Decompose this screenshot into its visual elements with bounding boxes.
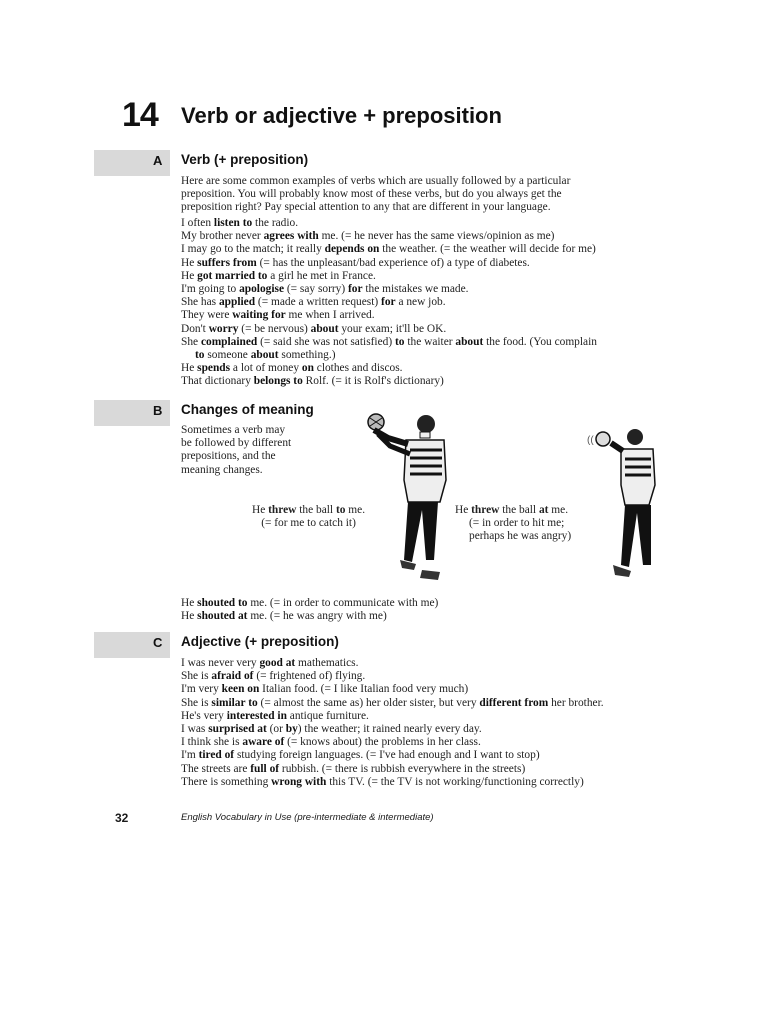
- key-phrase: worry: [208, 322, 239, 335]
- section-c-examples: [181, 657, 681, 789]
- text-run: (= frightened of) flying.: [253, 670, 366, 683]
- key-phrase: at: [538, 504, 549, 516]
- text-run: antique furniture.: [286, 709, 369, 722]
- text-run: your exam; it'll be OK.: [338, 322, 447, 335]
- key-phrase: apologise: [239, 283, 284, 296]
- text-run: The streets are: [181, 762, 251, 775]
- key-phrase: to: [335, 504, 346, 516]
- key-phrase: to: [394, 335, 405, 348]
- book-title: English Vocabulary in Use (pre-intermediate & intermediate): [181, 812, 434, 823]
- text-line: [455, 530, 571, 543]
- text-run: (= for me to catch it): [261, 517, 356, 530]
- section-c-heading: Adjective (+ preposition): [181, 634, 339, 649]
- text-run: someone: [204, 349, 251, 362]
- text-run: the radio.: [252, 217, 299, 229]
- key-phrase: for: [381, 296, 396, 309]
- text-line: preposition. You will probably know most of these verbs, but do you always get the: [181, 188, 562, 201]
- text-run: the mistakes we made.: [362, 283, 469, 296]
- text-run: the weather. (= the weather will decide for me): [379, 243, 596, 256]
- key-phrase: shouted at: [197, 610, 248, 623]
- text-line: [455, 517, 571, 530]
- section-a-intro: [181, 175, 661, 215]
- text-run: He: [181, 597, 198, 609]
- key-phrase: spends: [197, 362, 231, 375]
- text-line: [181, 657, 681, 670]
- key-phrase: threw: [268, 504, 297, 516]
- key-phrase: suffers from: [197, 256, 257, 269]
- text-run: her brother.: [548, 696, 604, 709]
- key-phrase: afraid of: [211, 670, 254, 683]
- key-phrase: agrees with: [263, 230, 319, 243]
- text-run: the ball: [296, 504, 336, 516]
- text-run: (= knows about) the problems in her class.: [284, 736, 481, 749]
- key-phrase: good at: [259, 657, 296, 669]
- key-phrase: about: [310, 322, 339, 335]
- text-line: Here are some common examples of verbs which are usually followed by a particular: [181, 175, 571, 187]
- text-run: (or: [266, 723, 286, 736]
- section-b-letter: B: [153, 403, 163, 418]
- text-line: [181, 597, 661, 610]
- text-run: perhaps he was angry): [469, 530, 572, 543]
- text-line: [181, 296, 661, 309]
- text-line: [181, 763, 681, 776]
- key-phrase: wrong with: [271, 775, 327, 788]
- key-phrase: listen to: [213, 217, 253, 229]
- text-line: [181, 749, 681, 762]
- text-line: [181, 257, 661, 270]
- text-line: [181, 697, 681, 710]
- key-phrase: full of: [250, 762, 280, 775]
- section-b-examples: [181, 597, 661, 623]
- text-line: [181, 309, 661, 322]
- section-a-heading: Verb (+ preposition): [181, 152, 309, 167]
- section-b-heading: Changes of meaning: [181, 402, 314, 417]
- key-phrase: keen on: [221, 683, 260, 696]
- key-phrase: got married to: [197, 269, 268, 282]
- text-line: [181, 375, 661, 388]
- text-run: me. (= in order to communicate with me): [247, 597, 439, 609]
- text-run: That dictionary: [181, 375, 254, 388]
- text-line: [181, 230, 661, 243]
- key-phrase: similar to: [211, 696, 258, 709]
- text-run: (= almost the same as) her older sister, but very: [257, 696, 480, 709]
- text-run: He: [455, 504, 472, 516]
- caption-threw-to: [252, 504, 365, 530]
- text-line: preposition right? Pay special attention to any that are different in your language.: [181, 201, 551, 214]
- key-phrase: applied: [218, 296, 256, 309]
- section-c-letter: C: [153, 635, 163, 650]
- text-line: [181, 323, 661, 336]
- text-run: He's very: [181, 709, 227, 722]
- boy-catching-illustration: [360, 410, 455, 590]
- text-line: [181, 217, 661, 230]
- key-phrase: waiting for: [232, 309, 286, 322]
- text-line: prepositions, and the: [181, 450, 276, 463]
- text-run: I think she is: [181, 736, 243, 749]
- text-line: [181, 362, 661, 375]
- text-line: [181, 670, 681, 683]
- text-run: He: [181, 256, 198, 269]
- text-line: [181, 243, 661, 256]
- key-phrase: on: [301, 362, 314, 375]
- unit-title: Verb or adjective + preposition: [181, 103, 502, 128]
- text-run: Italian food. (= I like Italian food very much): [259, 683, 469, 696]
- text-line: [181, 776, 681, 789]
- text-run: I'm going to: [181, 283, 240, 296]
- text-run: My brother never: [181, 230, 264, 243]
- text-run: a new job.: [395, 296, 446, 309]
- text-run: She is: [181, 670, 212, 683]
- text-run: me.: [548, 504, 569, 516]
- text-run: She has: [181, 296, 219, 309]
- key-phrase: complained: [200, 335, 258, 348]
- text-run: (= be nervous): [238, 322, 311, 335]
- text-run: He: [252, 504, 269, 516]
- text-run: me. (= he never has the same views/opinion as me): [318, 230, 555, 243]
- boy-throwing-illustration: [585, 425, 665, 585]
- key-phrase: for: [348, 283, 363, 296]
- text-run: She: [181, 335, 201, 348]
- key-phrase: different from: [479, 696, 549, 709]
- text-run: I was never very: [181, 657, 260, 669]
- text-run: this TV. (= the TV is not working/functioning correctly): [326, 775, 584, 788]
- text-run: (= has the unpleasant/bad experience of) a type of diabetes.: [256, 256, 530, 269]
- key-phrase: threw: [471, 504, 500, 516]
- section-b-intro: [181, 424, 331, 477]
- text-run: He: [181, 269, 198, 282]
- text-line: [181, 270, 661, 283]
- key-phrase: aware of: [242, 736, 285, 749]
- section-a-examples: [181, 217, 661, 389]
- key-phrase: depends on: [324, 243, 380, 256]
- text-run: Rolf. (= it is Rolf's dictionary): [302, 375, 444, 388]
- text-line: [252, 504, 365, 517]
- text-run: Don't: [181, 322, 209, 335]
- key-phrase: to: [195, 349, 205, 362]
- text-line: Sometimes a verb may: [181, 424, 286, 436]
- text-run: the waiter: [404, 335, 456, 348]
- text-line: [181, 336, 661, 349]
- text-run: I was: [181, 723, 209, 736]
- text-line: meaning changes.: [181, 463, 263, 476]
- text-line: [252, 517, 365, 530]
- text-line: [455, 504, 571, 517]
- key-phrase: belongs to: [253, 375, 303, 388]
- text-run: (= made a written request): [255, 296, 382, 309]
- text-run: He: [181, 610, 198, 623]
- key-phrase: about: [250, 349, 279, 362]
- key-phrase: about: [455, 335, 484, 348]
- text-run: studying foreign languages. (= I've had enough and I want to stop): [234, 749, 540, 762]
- text-run: She is: [181, 696, 212, 709]
- page-number: 32: [115, 811, 129, 825]
- text-run: the food. (You complain: [483, 335, 597, 348]
- text-run: me.: [345, 504, 366, 516]
- text-run: (= in order to hit me;: [469, 517, 565, 530]
- key-phrase: by: [285, 723, 298, 736]
- text-run: the ball: [499, 504, 539, 516]
- text-run: He: [181, 362, 198, 375]
- text-run: mathematics.: [295, 657, 359, 669]
- text-run: I'm very: [181, 683, 222, 696]
- text-run: I'm: [181, 749, 199, 762]
- unit-number: 14: [122, 96, 158, 134]
- text-run: rubbish. (= there is rubbish everywhere in the streets): [279, 762, 526, 775]
- text-line: [181, 349, 661, 362]
- text-line: [181, 610, 661, 623]
- text-run: (= said she was not satisfied): [257, 335, 395, 348]
- text-run: There is something: [181, 775, 272, 788]
- text-run: me when I arrived.: [285, 309, 375, 322]
- text-run: a lot of money: [230, 362, 302, 375]
- text-line: [181, 683, 681, 696]
- text-run: I may go to the match; it really: [181, 243, 325, 256]
- text-run: They were: [181, 309, 233, 322]
- text-line: be followed by different: [181, 437, 292, 450]
- key-phrase: surprised at: [208, 723, 267, 736]
- text-line: [181, 723, 681, 736]
- text-run: clothes and discos.: [313, 362, 403, 375]
- key-phrase: interested in: [226, 709, 287, 722]
- section-a-letter: A: [153, 153, 163, 168]
- key-phrase: tired of: [198, 749, 235, 762]
- text-run: something.): [278, 349, 336, 362]
- svg-text:((: ((: [587, 435, 594, 446]
- text-run: I often: [181, 217, 214, 229]
- text-run: ) the weather; it rained nearly every day.: [297, 723, 482, 736]
- text-run: (= say sorry): [284, 283, 348, 296]
- text-line: [181, 283, 661, 296]
- text-line: [181, 710, 681, 723]
- text-run: a girl he met in France.: [267, 269, 376, 282]
- text-run: me. (= he was angry with me): [247, 610, 387, 623]
- key-phrase: shouted to: [197, 597, 248, 609]
- text-line: [181, 736, 681, 749]
- caption-threw-at: [455, 504, 571, 544]
